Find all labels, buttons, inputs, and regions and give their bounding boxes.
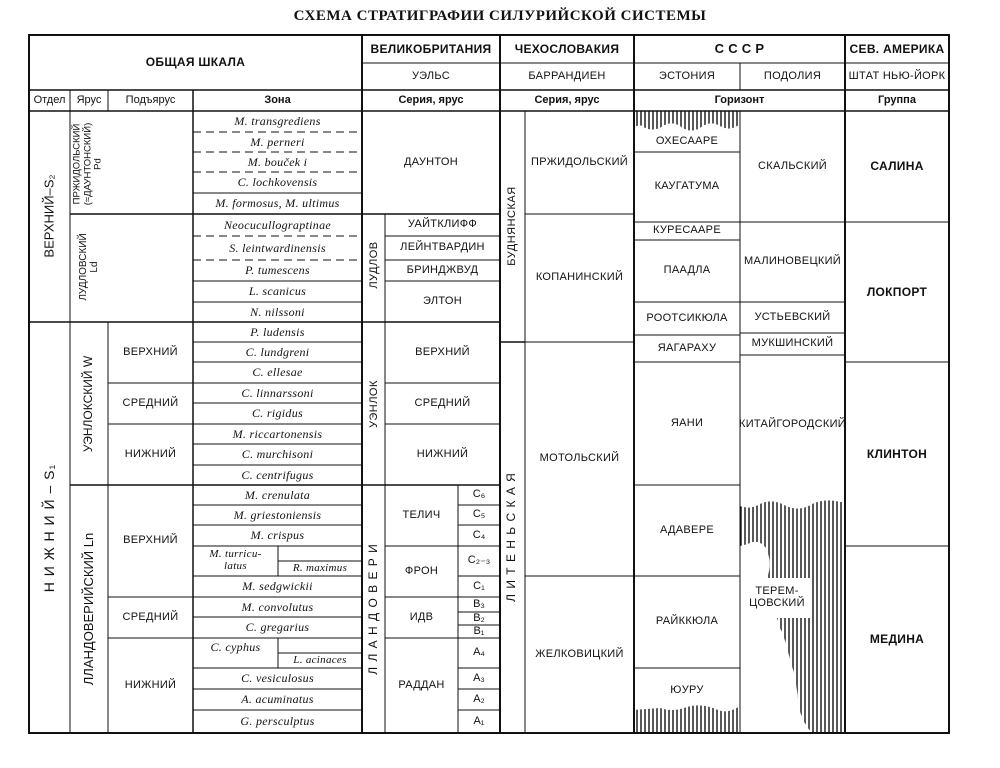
hatch-estonia-top	[634, 111, 740, 131]
header-czechoslovakia: ЧЕХОСЛОВАКИЯ	[514, 41, 620, 56]
gb-w-lower: НИЖНИЙ	[416, 447, 469, 460]
na-clinton: КЛИНТОН	[866, 446, 928, 461]
zone-nilssoni: N. nilssoni	[250, 304, 305, 319]
pod-ustye: УСТЬЕВСКИЙ	[754, 310, 831, 323]
zone-transgrediens: M. transgrediens	[234, 114, 321, 129]
gb-b2: B₂	[473, 611, 485, 624]
gb-c2-3: C₂₋₃	[467, 554, 491, 567]
gb-telych: ТЕЛИЧ	[402, 508, 441, 521]
na-medina: МЕДИНА	[869, 632, 925, 647]
est-kaugatuma: КАУГАТУМА	[654, 180, 720, 193]
col-header-series-cz: Серия, ярус	[534, 93, 600, 106]
est-paadla: ПААДЛА	[663, 264, 711, 277]
podyarus-w-upper: ВЕРХНИЙ	[123, 345, 178, 358]
yarus-wenlock: УЭНЛОКСКИЙ W	[81, 355, 96, 453]
zone-cyphus: C. cyphus	[210, 640, 261, 654]
est-ohesaare: ОХЕСААРЕ	[655, 135, 719, 148]
podyarus-ln-lower: НИЖНИЙ	[124, 678, 177, 691]
yarus-llandovery: ЛЛАНДОВЕРИЙСКИЙ Ln	[80, 532, 96, 686]
zone-griestoniensis: M. griestoniensis	[233, 507, 322, 522]
gb-b1: B₁	[473, 624, 485, 637]
col-header-otdel: Отдел	[33, 93, 66, 106]
pod-kitaigorod: КИТАЙГОРОДСКИЙ	[738, 418, 847, 431]
gb-a2: A₂	[473, 692, 485, 705]
zone-leintwardinensis: S. leintwardinensis	[229, 240, 326, 255]
zone-ellesae: C. ellesae	[252, 365, 303, 380]
est-jaani: ЯАНИ	[670, 416, 704, 429]
cz-liten: Л И Т Е Н Ь С К А Я	[504, 472, 519, 602]
gb-elton: ЭЛТОН	[423, 294, 462, 307]
podyarus-ln-middle: СРЕДНИЙ	[122, 610, 179, 623]
zone-vesiculosus: C. vesiculosus	[241, 671, 314, 686]
hatch-estonia-bottom	[634, 705, 740, 733]
col-header-zona: Зона	[264, 93, 291, 106]
yarus-ludlow: ЛУДЛОВСКИЙ Ld	[78, 233, 100, 301]
header-general-scale: ОБЩАЯ ШКАЛА	[145, 55, 246, 70]
header-ussr: С С С Р	[714, 41, 765, 57]
pod-malinovtsy: МАЛИНОВЕЦКИЙ	[744, 255, 841, 268]
gb-c5: C₅	[472, 508, 486, 521]
gb-llandovery: Л Л А Н Д О В Е Р И	[366, 543, 381, 675]
cz-zelkovice: ЖЕЛКОВИЦКИЙ	[535, 647, 624, 660]
zone-riccartonensis: M. riccartonensis	[232, 426, 323, 441]
gb-c6: C₆	[472, 488, 486, 501]
zone-rigidus: C. rigidus	[251, 406, 303, 421]
zone-crenulata: M. crenulata	[244, 487, 311, 502]
gb-a4: A₄	[473, 646, 485, 659]
zone-crispus: M. crispus	[250, 528, 305, 543]
header-estonia: ЭСТОНИЯ	[658, 69, 716, 82]
otdel-lower: Н И Ж Н И Й – S₁	[41, 463, 58, 593]
yarus-pridoli: ПРЖИДОЛЬСКИЙ (≈ДАУНТОНСКИЙ) Pd	[71, 122, 104, 206]
header-wales: УЭЛЬС	[412, 69, 450, 82]
otdel-upper: ВЕРХНИЙ–S₂	[41, 174, 57, 258]
pod-teremtsy: ТЕРЕМ- ЦОВСКИЙ	[742, 578, 812, 618]
na-salina: САЛИНА	[870, 159, 924, 174]
zone-tumescens: P. tumescens	[245, 263, 310, 278]
gb-wenlock: УЭНЛОК	[367, 380, 380, 428]
gb-w-upper: ВЕРХНИЙ	[415, 345, 470, 358]
zone-gregarius: C. gregarius	[245, 620, 310, 635]
header-new-york: ШТАТ НЬЮ-ЙОРК	[848, 69, 946, 82]
zone-ludensis: P. ludensis	[250, 324, 305, 339]
gb-downton: ДАУНТОН	[403, 155, 459, 168]
est-kuressaare: КУРЕСААРЕ	[653, 224, 721, 237]
est-adavere: АДАВЕРЕ	[660, 523, 714, 536]
zone-perneri: M. perneri	[250, 134, 305, 149]
zone-convolutus: M. convolutus	[241, 599, 314, 614]
est-juuru: ЮУРУ	[670, 684, 704, 697]
header-north-america: СЕВ. АМЕРИКА	[849, 41, 945, 56]
header-podolia: ПОДОЛИЯ	[763, 69, 822, 82]
gb-whitecliff: УАЙТКЛИФФ	[407, 218, 478, 231]
col-header-series-gb: Серия, ярус	[398, 93, 464, 106]
gb-a1: A₁	[473, 714, 485, 727]
gb-c4: C₄	[472, 528, 486, 541]
podyarus-w-lower: НИЖНИЙ	[124, 447, 177, 460]
pod-mukshinsky: МУКШИНСКИЙ	[751, 337, 834, 350]
col-header-gorizont: Горизонт	[714, 93, 765, 106]
gb-leintwardine: ЛЕЙНТВАРДИН	[400, 241, 485, 254]
na-lockport: ЛОКПОРТ	[866, 284, 928, 299]
zone-acuminatus: A. acuminatus	[241, 692, 314, 707]
est-raikkula: РАЙККЮЛА	[655, 615, 719, 628]
zone-lundgreni: C. lundgreni	[245, 344, 310, 359]
zone-boucek: M. bouček i	[247, 154, 308, 169]
zone-formosus-ultimus: M. formosus, M. ultimus	[215, 196, 340, 211]
header-barrandien: БАРРАНДИЕН	[528, 69, 606, 82]
col-header-gruppa: Группа	[878, 93, 916, 106]
gb-w-middle: СРЕДНИЙ	[414, 396, 471, 409]
gb-raddan: РАДДАН	[398, 678, 445, 691]
zone-murchisoni: C. murchisoni	[241, 447, 314, 462]
header-great-britain: ВЕЛИКОБРИТАНИЯ	[370, 41, 492, 56]
zone-scanicus: L. scanicus	[248, 284, 307, 299]
gb-c1: C₁	[473, 579, 485, 592]
col-header-podyarus: Подъярус	[125, 93, 176, 106]
gb-ludlow: ЛУДЛОВ	[367, 241, 380, 289]
gb-idv: ИДВ	[409, 610, 434, 623]
gb-a3: A₃	[473, 671, 485, 684]
podyarus-ln-upper: ВЕРХНИЙ	[123, 534, 178, 547]
zone-centrifugus: C. centrifugus	[241, 467, 314, 482]
cz-motol: МОТОЛЬСКИЙ	[539, 452, 620, 465]
gb-fron: ФРОН	[404, 564, 439, 577]
zone-acinaces: L. acinaces	[293, 653, 347, 666]
zone-lochkovensis: C. lochkovensis	[237, 175, 318, 190]
est-jaagarahu: ЯАГАРАХУ	[657, 341, 717, 354]
page-title: СХЕМА СТРАТИГРАФИИ СИЛУРИЙСКОЙ СИСТЕМЫ	[293, 8, 707, 24]
zone-neocucullograptinae: Neocucullograptinae	[223, 217, 331, 232]
podyarus-w-middle: СРЕДНИЙ	[122, 396, 179, 409]
zone-persculptus: G. persculptus	[240, 714, 315, 729]
est-rootsikula: РООТСИКЮЛА	[646, 311, 728, 324]
zone-maximus: R. maximus	[292, 561, 348, 574]
gb-bringewood: БРИНДЖВУД	[406, 263, 479, 276]
zone-turriculatus: M. turricu- latus	[209, 548, 262, 572]
gb-b3: B₃	[473, 597, 485, 610]
cz-budnany: БУДНЯНСКАЯ	[505, 186, 518, 266]
zone-sedgwickii: M. sedgwickii	[242, 579, 313, 594]
cz-kopanina: КОПАНИНСКИЙ	[535, 271, 624, 284]
col-header-yarus: Ярус	[76, 93, 102, 106]
cz-pridoli: ПРЖИДОЛЬСКИЙ	[530, 155, 629, 168]
pod-skala: СКАЛЬСКИЙ	[758, 159, 827, 172]
zone-linnarssoni: C. linnarssoni	[241, 385, 314, 400]
